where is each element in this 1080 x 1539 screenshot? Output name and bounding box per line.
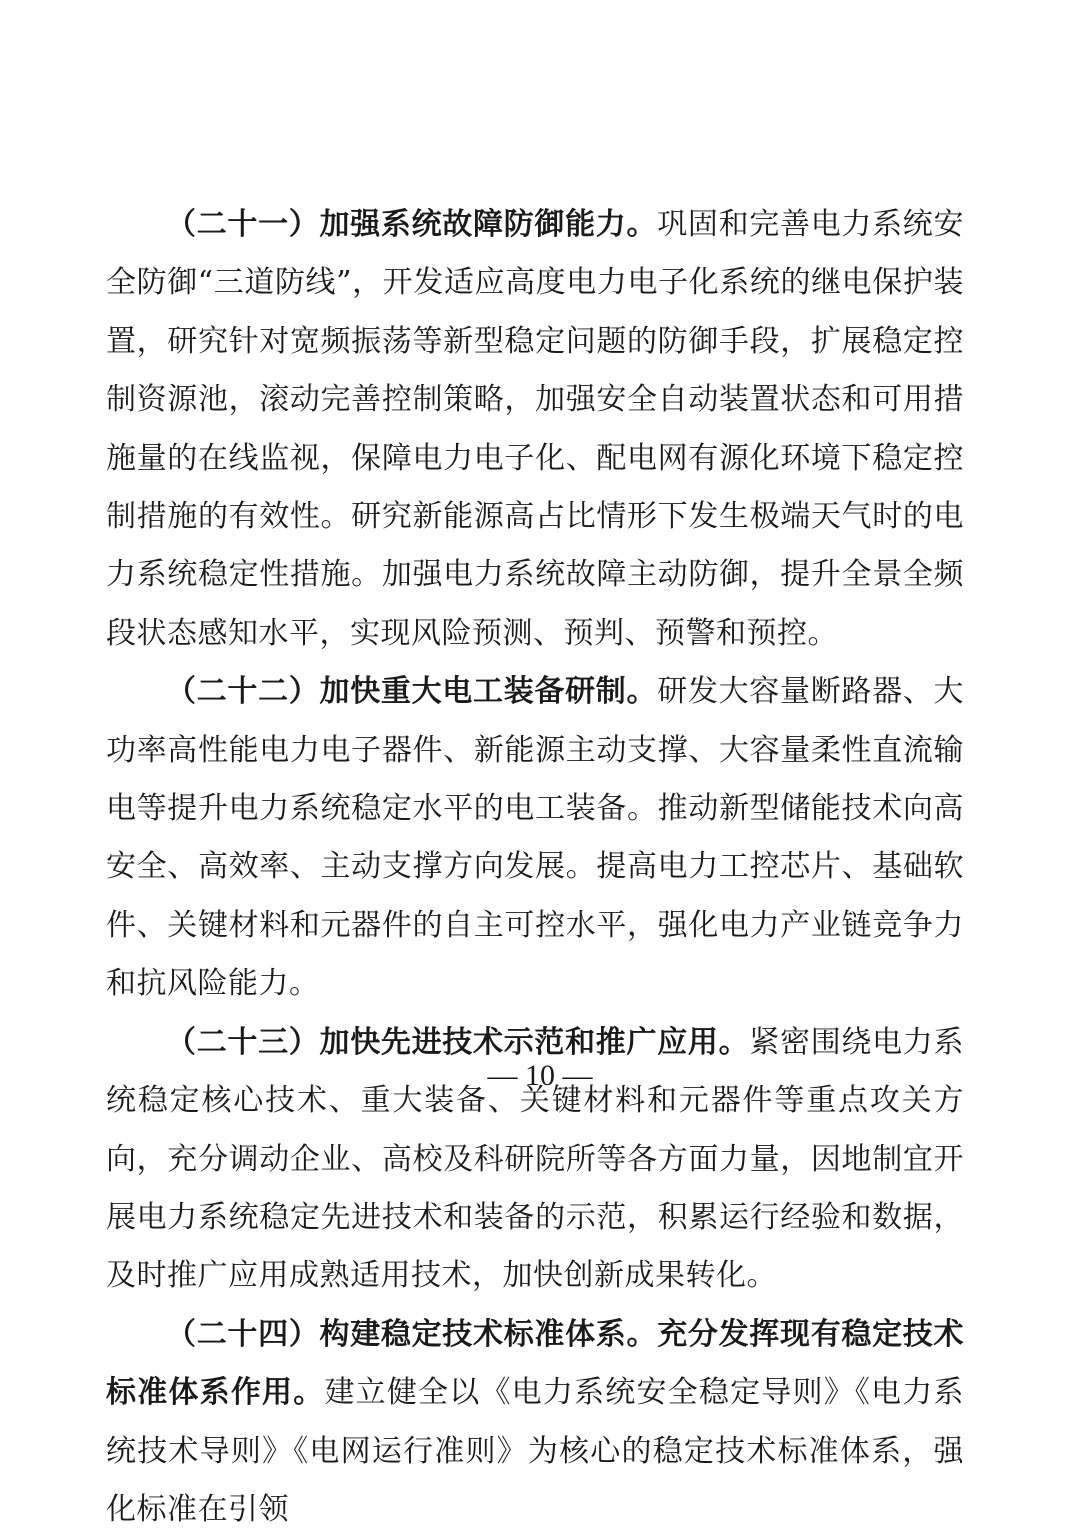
paragraph-21-body: 巩固和完善电力系统安全防御“三道防线”，开发适应高度电力电子化系统的继电保护装置，研究针对宽频振荡等新型稳定问题的防御手段，扩展稳定控制资源池，滚动完善控制策略，加强安全自动装置状态和可用措施量的在线监视，保障电力电子化、配电网有源化环境下稳定控制措施的有效性。研究新能源高占比情形下发生极端天气时的电力系统稳定性措施。加强电力系统故障主动防御，提升全景全频段状态感知水平，实现风险预测、预判、预警和预控。 <box>106 207 965 651</box>
paragraph-24 <box>106 1306 964 1539</box>
paragraph-22-body: 研发大容量断路器、大功率高性能电力电子器件、新能源主动支撑、大容量柔性直流输电等提升电力系统稳定水平的电工装备。推动新型储能技术向高安全、高效率、主动支撑方向发展。提高电力工控芯片、基础软件、关键材料和元器件的自主可控水平，强化电力产业链竞争力和抗风险能力。 <box>106 674 965 1002</box>
paragraph-22-heading: （二十二）加快重大电工装备研制。 <box>166 674 658 710</box>
paragraph-21 <box>106 196 964 663</box>
body-text <box>106 196 964 1539</box>
paragraph-23-heading: （二十三）加快先进技术示范和推广应用。 <box>166 1024 750 1060</box>
paragraph-24-heading: （二十四）构建稳定技术标准体系。充分发挥现有稳定技术标准体系作用。 <box>106 1316 964 1411</box>
paragraph-23-body: 紧密围绕电力系统稳定核心技术、重大装备、关键材料和元器件等重点攻关方向，充分调动企业、高校及科研院所等各方面力量，因地制宜开展电力系统稳定先进技术和装备的示范，积累运行经验和数据，及时推广应用成熟适用技术，加快创新成果转化。 <box>106 1024 965 1294</box>
paragraph-21-heading: （二十一）加强系统故障防御能力。 <box>166 207 658 242</box>
paragraph-22 <box>106 663 964 1013</box>
paragraph-24-body: 建立健全以《电力系统安全稳定导则》《电力系统技术导则》《电网运行准则》为核心的稳定技术标准体系，强化标准在引领 <box>106 1375 965 1527</box>
page-number: — 10 — <box>487 1059 593 1092</box>
